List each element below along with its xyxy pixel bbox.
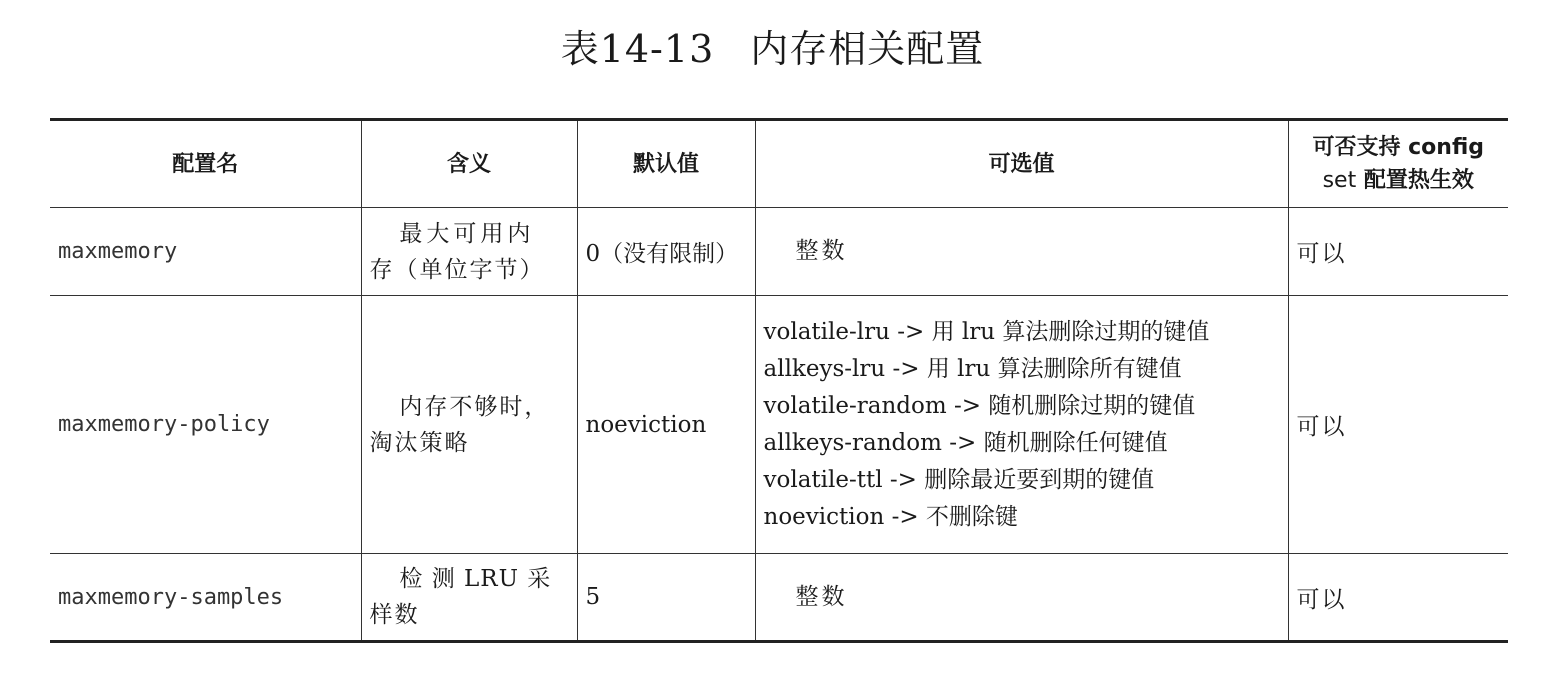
meaning-line: 存（单位字节） bbox=[369, 256, 545, 283]
header-hot-reload-line1: 可否支持 config bbox=[1312, 135, 1485, 160]
caption-number: 表14-13 bbox=[560, 27, 715, 71]
value-line: allkeys-random -> 随机删除任何键值 bbox=[763, 429, 1168, 456]
meaning-line: 样数 bbox=[369, 602, 420, 628]
default-cell: noeviction bbox=[577, 296, 755, 554]
value-line: noeviction -> 不删除键 bbox=[763, 503, 1018, 530]
header-config-name: 配置名 bbox=[50, 120, 361, 208]
meaning-line: 最大可用内 bbox=[399, 220, 535, 247]
config-name-cell: maxmemory bbox=[50, 208, 361, 296]
values-cell bbox=[755, 554, 1288, 642]
meaning-line: 内存不够时， bbox=[399, 393, 550, 420]
header-hot-reload-line2-prefix: set bbox=[1322, 168, 1357, 193]
table-row bbox=[50, 554, 1508, 642]
default-cell: 0（没有限制） bbox=[577, 208, 755, 296]
config-name-cell: maxmemory-policy bbox=[50, 296, 361, 554]
value-line: volatile-ttl -> 删除最近要到期的键值 bbox=[763, 466, 1155, 493]
caption-text: 内存相关配置 bbox=[750, 27, 985, 71]
value-line: volatile-lru -> 用 lru 算法删除过期的键值 bbox=[763, 318, 1210, 345]
hot-reload-cell: 可以 bbox=[1288, 296, 1508, 554]
default-cell: 5 bbox=[577, 554, 755, 642]
memory-config-table bbox=[50, 118, 1508, 643]
header-values: 可选值 bbox=[755, 120, 1288, 208]
hot-reload-cell: 可以 bbox=[1288, 554, 1508, 642]
meaning-line: 淘汰策略 bbox=[369, 429, 470, 456]
header-default: 默认值 bbox=[577, 120, 755, 208]
hot-reload-cell: 可以 bbox=[1288, 208, 1508, 296]
table-caption bbox=[0, 18, 1545, 73]
table-row bbox=[50, 208, 1508, 296]
meaning-cell bbox=[361, 554, 577, 642]
value-line: allkeys-lru -> 用 lru 算法删除所有键值 bbox=[763, 355, 1182, 382]
meaning-cell bbox=[361, 208, 577, 296]
header-meaning: 含义 bbox=[361, 120, 577, 208]
values-cell bbox=[755, 208, 1288, 296]
header-row bbox=[50, 120, 1508, 208]
value-line: 整数 bbox=[795, 583, 848, 610]
value-line: volatile-random -> 随机删除过期的键值 bbox=[763, 392, 1196, 419]
config-name-cell: maxmemory-samples bbox=[50, 554, 361, 642]
header-hot-reload-line2-suffix: 配置热生效 bbox=[1356, 168, 1474, 193]
meaning-cell bbox=[361, 296, 577, 554]
header-hot-reload bbox=[1288, 120, 1508, 208]
values-cell bbox=[755, 296, 1288, 554]
value-line: 整数 bbox=[795, 238, 848, 264]
table-row bbox=[50, 296, 1508, 554]
meaning-line: 检 测 LRU 采 bbox=[399, 566, 552, 592]
